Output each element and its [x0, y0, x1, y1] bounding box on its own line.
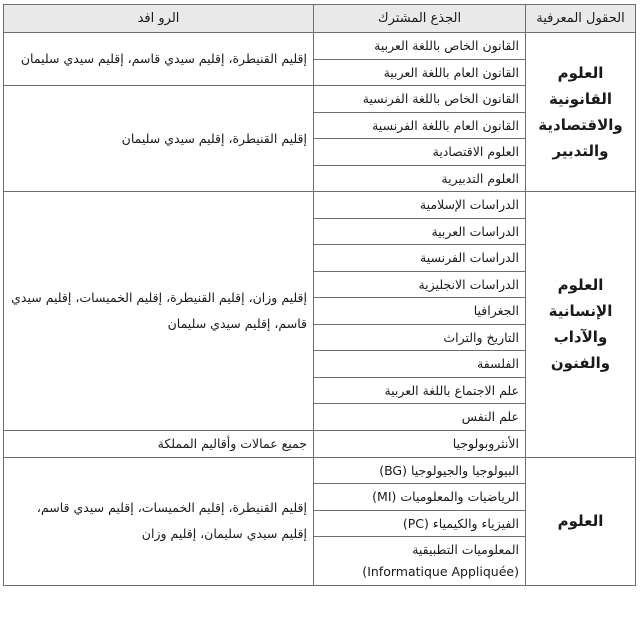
- branch-cell: الدراسات الفرنسية: [314, 245, 526, 272]
- branch-cell: الدراسات الانجليزية: [314, 271, 526, 298]
- branch-cell: القانون الخاص باللغة العربية: [314, 33, 526, 60]
- branch-cell: الجغرافيا: [314, 298, 526, 325]
- branch-cell-applied-informatics: [314, 537, 526, 586]
- table-row: [4, 457, 636, 484]
- branch-cell: علم الاجتماع باللغة العربية: [314, 377, 526, 404]
- header-core: الجذع المشترك: [314, 5, 526, 33]
- table-row: [4, 192, 636, 219]
- branch-cell: القانون العام باللغة الفرنسية: [314, 112, 526, 139]
- feeders-cell: إقليم القنيطرة، إقليم سيدي سليمان: [4, 86, 314, 192]
- header-feeders: الرو افد: [4, 5, 314, 33]
- branch-cell: الدراسات الإسلامية: [314, 192, 526, 219]
- branch-cell: علم النفس: [314, 404, 526, 431]
- field-sciences: العلوم: [526, 457, 636, 586]
- branch-cell: التاريخ والتراث: [314, 324, 526, 351]
- orientation-table: [3, 4, 636, 586]
- feeders-cell: إقليم القنيطرة، إقليم سيدي قاسم، إقليم سيدي سليمان: [4, 33, 314, 86]
- table-row: [4, 33, 636, 60]
- branch-cell: الفيزياء والكيمياء (PC): [314, 510, 526, 537]
- branch-label-fr: (Informatique Appliquée): [362, 564, 519, 579]
- feeders-cell: إقليم وزان، إقليم القنيطرة، إقليم الخميسات، إقليم سيدي قاسم، إقليم سيدي سليمان: [4, 192, 314, 431]
- branch-cell: الأنثروبولوجيا: [314, 430, 526, 457]
- branch-cell: الدراسات العربية: [314, 218, 526, 245]
- branch-cell: القانون الخاص باللغة الفرنسية: [314, 86, 526, 113]
- branch-cell: العلوم الاقتصادية: [314, 139, 526, 166]
- field-humanities: العلوم الإنسانية والآداب والفنون: [526, 192, 636, 458]
- table-container: [3, 4, 635, 619]
- branch-cell: العلوم التدبيرية: [314, 165, 526, 192]
- feeders-cell: جميع عمالات وأقاليم المملكة: [4, 430, 314, 457]
- header-row: [4, 5, 636, 33]
- header-field: الحقول المعرفية: [526, 5, 636, 33]
- branch-cell: القانون العام باللغة العربية: [314, 59, 526, 86]
- branch-cell: الفلسفة: [314, 351, 526, 378]
- branch-cell: الرياضيات والمعلوميات (MI): [314, 484, 526, 511]
- feeders-cell: إقليم القنيطرة، إقليم الخميسات، إقليم سيدي قاسم، إقليم سيدي سليمان، إقليم وزان: [4, 457, 314, 586]
- field-legal-economic: العلوم القانونية والاقتصادية والتدبير: [526, 33, 636, 192]
- branch-cell: البيولوجيا والجيولوجيا (BG): [314, 457, 526, 484]
- branch-label-ar: المعلوميات التطبيقية: [412, 542, 519, 557]
